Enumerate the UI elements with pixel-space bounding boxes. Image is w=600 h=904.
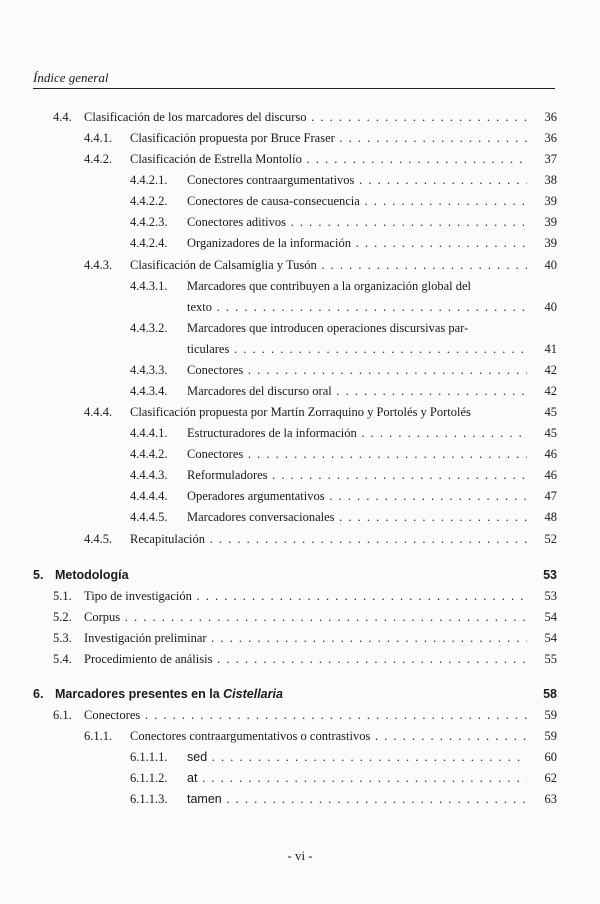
toc-entry-title: Investigación preliminar . . . xyxy=(84,629,552,647)
toc-entry-page: 37 xyxy=(527,150,557,168)
toc-entry-number: 4.4. xyxy=(53,110,72,124)
toc-entry[interactable] xyxy=(0,629,600,647)
toc-entry-number: 4.4.4.5. xyxy=(130,510,168,524)
toc-entry[interactable] xyxy=(0,424,600,442)
toc-entry-page: 36 xyxy=(527,108,557,126)
toc-entry-number: 6.1. xyxy=(53,708,72,722)
toc-entry[interactable] xyxy=(0,530,600,548)
toc-entry-number: 4.4.3.3. xyxy=(130,363,168,377)
toc-chapter-title xyxy=(55,685,552,703)
toc-entry[interactable] xyxy=(0,466,600,484)
toc-entry-number: 4.4.4.1. xyxy=(130,426,168,440)
toc-entry-page: 54 xyxy=(527,608,557,626)
toc-entry-title: Conectores aditivos . . . xyxy=(187,213,552,231)
toc-entry-number: 6.1.1. xyxy=(84,729,113,743)
toc-entry-page: 40 xyxy=(527,256,557,274)
toc-entry-title: Clasificación propuesta por Martín Zorraquino y Portolés y Portolés xyxy=(130,405,471,419)
toc-chapter[interactable] xyxy=(0,566,600,584)
toc-entry-number: 4.4.2.4. xyxy=(130,236,168,250)
toc-entry[interactable] xyxy=(0,508,600,526)
toc-entry-number: 4.4.4.2. xyxy=(130,447,168,461)
toc-entry-number: 5.3. xyxy=(53,631,72,645)
toc-entry-title: Clasificación de Estrella Montolío . . . xyxy=(130,150,552,168)
toc-entry[interactable] xyxy=(0,727,600,745)
toc-entry-page: 53 xyxy=(527,587,557,605)
toc-entry-page: 59 xyxy=(527,706,557,724)
toc-entry-page: 41 xyxy=(527,340,557,358)
toc-chapter-page: 53 xyxy=(527,566,557,584)
toc-entry-number: 4.4.4.4. xyxy=(130,489,168,503)
toc-entry-page: 39 xyxy=(527,234,557,252)
toc-entry-title: Conectores contraargumentativos . . . xyxy=(187,171,552,189)
toc-chapter-title-text: Marcadores presentes en la xyxy=(55,687,220,701)
toc-entry-title: Estructuradores de la información . . . xyxy=(187,424,552,442)
toc-entry[interactable] xyxy=(0,234,600,252)
toc-entry-number: 5.1. xyxy=(53,589,72,603)
toc-entry-page: 52 xyxy=(527,530,557,548)
toc-entry[interactable] xyxy=(0,171,600,189)
toc-entry-title: Conectores de causa-consecuencia . . . xyxy=(187,192,552,210)
toc-entry-title: Organizadores de la información . . . xyxy=(187,234,552,252)
toc-entry-title: Conectores contraargumentativos o contrastivos . . . xyxy=(130,727,552,745)
toc-entry[interactable] xyxy=(0,192,600,210)
toc-entry-page: 47 xyxy=(527,487,557,505)
toc-entry[interactable] xyxy=(0,487,600,505)
toc-entry-title: Recapitulación . . . xyxy=(130,530,552,548)
toc-entry-page: 48 xyxy=(527,508,557,526)
toc-entry-title: Clasificación de Calsamiglia y Tusón . . . xyxy=(130,256,552,274)
toc-chapter-number: 6. xyxy=(33,687,44,701)
toc-entry[interactable] xyxy=(0,748,600,766)
toc-entry[interactable] xyxy=(0,382,600,400)
toc-entry-page: 42 xyxy=(527,382,557,400)
toc-entry-number: 4.4.3. xyxy=(84,258,113,272)
toc-entry-page: 38 xyxy=(527,171,557,189)
toc-chapter-number: 5. xyxy=(33,568,44,582)
toc-chapter-page: 58 xyxy=(527,685,557,703)
toc-entry-number: 6.1.1.2. xyxy=(130,771,168,785)
toc-entry-title: Tipo de investigación . . . xyxy=(84,587,552,605)
toc-entry-title: Marcadores del discurso oral . . . xyxy=(187,382,552,400)
toc-chapter[interactable] xyxy=(0,685,600,703)
toc-entry[interactable] xyxy=(0,108,600,126)
toc-entry-title xyxy=(187,748,552,766)
toc-entry[interactable] xyxy=(0,790,600,808)
toc-entry-page: 46 xyxy=(527,445,557,463)
toc-entry-number: 5.2. xyxy=(53,610,72,624)
toc-entry-page: 39 xyxy=(527,213,557,231)
toc-entry-number: 4.4.5. xyxy=(84,532,113,546)
toc-entry[interactable] xyxy=(0,769,600,787)
page-number-footer: - vi - xyxy=(287,848,313,863)
toc-entry-title: Clasificación propuesta por Bruce Fraser . . . xyxy=(130,129,552,147)
toc-entry-number: 4.4.4. xyxy=(84,405,113,419)
toc-entry-title: Corpus . . . xyxy=(84,608,552,626)
toc-entry[interactable] xyxy=(0,256,600,274)
toc-entry-number: 4.4.2.1. xyxy=(130,173,168,187)
toc-entry-number: 4.4.2. xyxy=(84,152,113,166)
toc-entry-title: Marcadores que introducen operaciones discursivas par- xyxy=(187,321,469,335)
toc-entry-page: 45 xyxy=(527,424,557,442)
toc-entry-title: Conectores . . . xyxy=(187,361,552,379)
toc-entry-title xyxy=(187,790,552,808)
toc-entry-title: ticulares . . . xyxy=(187,340,552,358)
toc-entry-title: Conectores . . . xyxy=(84,706,552,724)
toc-entry-page: 39 xyxy=(527,192,557,210)
toc-entry-title-text: sed xyxy=(187,750,208,764)
toc-entry-title-text: tamen xyxy=(187,792,222,806)
toc-entry-number: 4.4.3.2. xyxy=(130,321,168,335)
toc-entry-page: 60 xyxy=(527,748,557,766)
toc-entry[interactable] xyxy=(0,150,600,168)
header-rule xyxy=(33,88,555,89)
toc-entry-title-text: at xyxy=(187,771,198,785)
toc-entry-continuation[interactable] xyxy=(0,298,600,316)
toc-entry-page: 55 xyxy=(527,650,557,668)
toc-entry[interactable] xyxy=(0,361,600,379)
toc-entry-title: Marcadores conversacionales . . . xyxy=(187,508,552,526)
toc-chapter-title: Metodología xyxy=(55,568,129,582)
toc-entry-title: Operadores argumentativos . . . xyxy=(187,487,552,505)
toc-entry-title: Marcadores que contribuyen a la organización global del xyxy=(187,279,472,293)
toc-entry-page: 63 xyxy=(527,790,557,808)
toc-entry[interactable] xyxy=(0,445,600,463)
toc-entry-page: 42 xyxy=(527,361,557,379)
toc-entry-number: 5.4. xyxy=(53,652,72,666)
toc-chapter-title-italic: Cistellaria xyxy=(223,687,283,701)
toc-entry-title: Reformuladores . . . xyxy=(187,466,552,484)
toc-entry-page: 46 xyxy=(527,466,557,484)
toc-entry-number: 4.4.2.2. xyxy=(130,194,168,208)
toc-entry[interactable] xyxy=(0,277,600,295)
toc-entry-page: 54 xyxy=(527,629,557,647)
toc-entry-continuation[interactable] xyxy=(0,340,600,358)
toc-entry-title: texto . . . xyxy=(187,298,552,316)
toc-entry-number: 6.1.1.1. xyxy=(130,750,168,764)
toc-entry-title: Clasificación de los marcadores del discurso . . . xyxy=(84,108,552,126)
toc-entry-title: Procedimiento de análisis . . . xyxy=(84,650,552,668)
toc-entry[interactable] xyxy=(0,706,600,724)
toc-entry-title xyxy=(187,769,552,787)
toc-entry-page: 62 xyxy=(527,769,557,787)
toc-entry[interactable] xyxy=(0,319,600,337)
toc-entry-number: 4.4.1. xyxy=(84,131,113,145)
toc-entry-number: 4.4.2.3. xyxy=(130,215,168,229)
toc-entry[interactable] xyxy=(0,587,600,605)
toc-entry-page: 45 xyxy=(544,405,557,419)
toc-entry[interactable] xyxy=(0,403,600,421)
toc-entry[interactable] xyxy=(0,129,600,147)
toc-entry-page: 59 xyxy=(527,727,557,745)
toc-entry-number: 4.4.4.3. xyxy=(130,468,168,482)
toc-entry-number: 4.4.3.4. xyxy=(130,384,168,398)
toc-entry-number: 4.4.3.1. xyxy=(130,279,168,293)
toc-entry-page: 40 xyxy=(527,298,557,316)
toc-entry-page: 36 xyxy=(527,129,557,147)
toc-entry[interactable] xyxy=(0,650,600,668)
toc-entry-number: 6.1.1.3. xyxy=(130,792,168,806)
toc-entry[interactable] xyxy=(0,608,600,626)
toc-entry-title: Conectores . . . xyxy=(187,445,552,463)
toc-entry[interactable] xyxy=(0,213,600,231)
running-head: Índice general xyxy=(33,70,109,85)
